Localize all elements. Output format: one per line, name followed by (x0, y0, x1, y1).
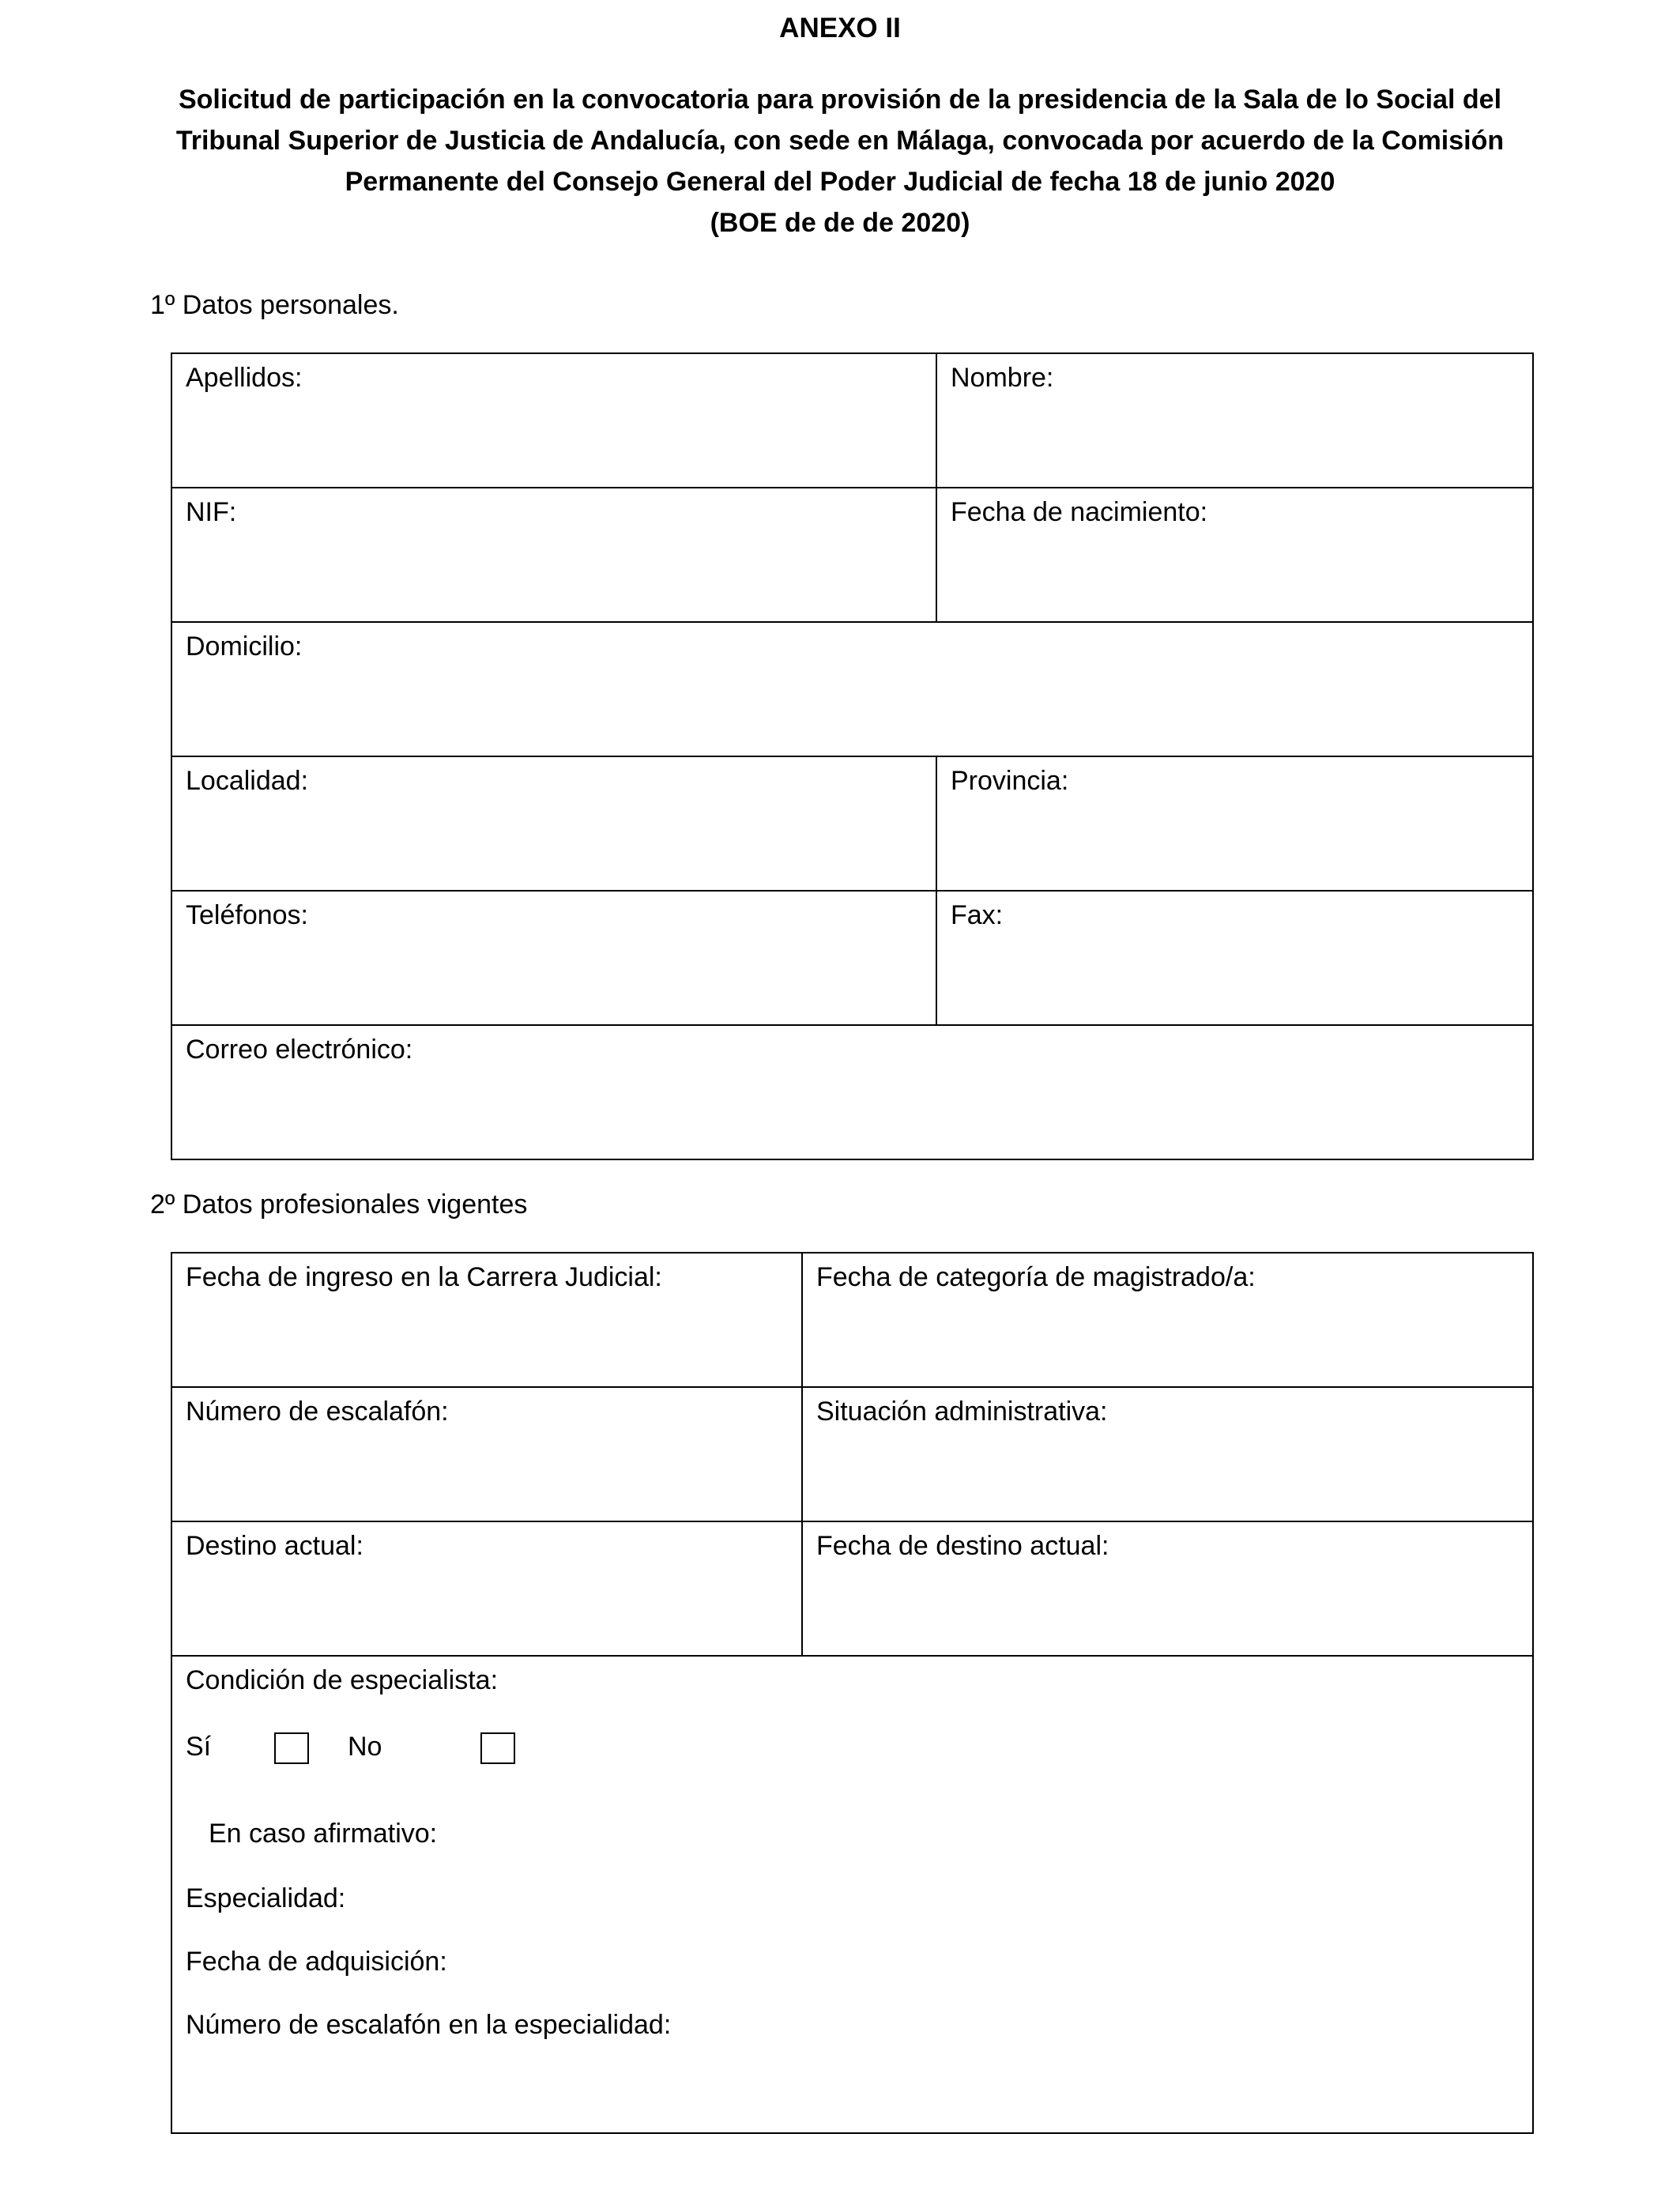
domicilio-label: Domicilio: (186, 631, 303, 662)
fax-label: Fax: (951, 900, 1004, 930)
localidad-label: Localidad: (186, 766, 309, 796)
subtitle-line: Solicitud de participación en la convocatoria para provisión de la presidencia de la Sala de lo Social del (178, 85, 1502, 115)
fecha-categoria-label: Fecha de categoría de magistrado/a: (816, 1262, 1256, 1292)
correo-label: Correo electrónico: (186, 1035, 413, 1065)
document-subtitle (95, 79, 1585, 243)
localidad-field[interactable] (171, 756, 936, 891)
destino-actual-label: Destino actual: (186, 1531, 363, 1561)
no-checkbox[interactable] (480, 1732, 515, 1764)
fecha-nacimiento-field[interactable] (936, 488, 1533, 622)
fecha-nacimiento-label: Fecha de nacimiento: (951, 497, 1208, 527)
fecha-categoria-field[interactable] (802, 1253, 1533, 1387)
provincia-field[interactable] (936, 756, 1533, 891)
specialist-condition-field (171, 1656, 1533, 2133)
apellidos-label: Apellidos: (186, 363, 303, 393)
nombre-label: Nombre: (951, 363, 1054, 393)
nombre-field[interactable] (936, 353, 1533, 488)
numero-escalafon-field[interactable] (171, 1387, 802, 1521)
fecha-ingreso-label: Fecha de ingreso en la Carrera Judicial: (186, 1262, 662, 1292)
especialidad-label[interactable]: Especialidad: (186, 1883, 346, 1913)
subtitle-line: Tribunal Superior de Justicia de Andalucía, con sede en Málaga, convocada por acuerdo de la Comisión (175, 126, 1505, 156)
domicilio-field[interactable] (171, 622, 1533, 756)
yes-option-label: Sí (186, 1732, 212, 1762)
numero-escalafon-especialidad-label[interactable]: Número de escalafón en la especialidad: (186, 2010, 672, 2040)
correo-field[interactable] (171, 1025, 1533, 1159)
section-professional-data-heading: 2º Datos profesionales vigentes (150, 1189, 528, 1220)
section-personal-data-heading: 1º Datos personales. (150, 290, 399, 320)
specialist-condition-label: Condición de especialista: (186, 1665, 499, 1695)
subtitle-line: Permanente del Consejo General del Poder Judicial de fecha 18 de junio 2020 (345, 167, 1335, 197)
destino-actual-field[interactable] (171, 1521, 802, 1656)
provincia-label: Provincia: (951, 766, 1069, 796)
no-option-label: No (348, 1732, 382, 1762)
telefonos-field[interactable] (171, 891, 936, 1025)
personal-data-table (171, 352, 1534, 1160)
fecha-adquisicion-label[interactable]: Fecha de adquisición: (186, 1947, 447, 1977)
if-yes-label: En caso afirmativo: (209, 1819, 438, 1849)
document-title: ANEXO II (779, 13, 901, 43)
fecha-ingreso-field[interactable] (171, 1253, 802, 1387)
situacion-administrativa-label: Situación administrativa: (816, 1397, 1108, 1427)
yes-checkbox[interactable] (274, 1732, 309, 1764)
nif-label: NIF: (186, 497, 237, 527)
telefonos-label: Teléfonos: (186, 900, 308, 930)
fax-field[interactable] (936, 891, 1533, 1025)
fecha-destino-actual-field[interactable] (802, 1521, 1533, 1656)
numero-escalafon-label: Número de escalafón: (186, 1397, 449, 1427)
situacion-administrativa-field[interactable] (802, 1387, 1533, 1521)
specialist-options (186, 1729, 739, 1764)
apellidos-field[interactable] (171, 353, 936, 488)
boe-reference-line: (BOE de de de 2020) (710, 208, 970, 238)
fecha-destino-actual-label: Fecha de destino actual: (816, 1531, 1109, 1561)
professional-data-table (171, 1252, 1534, 2134)
nif-field[interactable] (171, 488, 936, 622)
